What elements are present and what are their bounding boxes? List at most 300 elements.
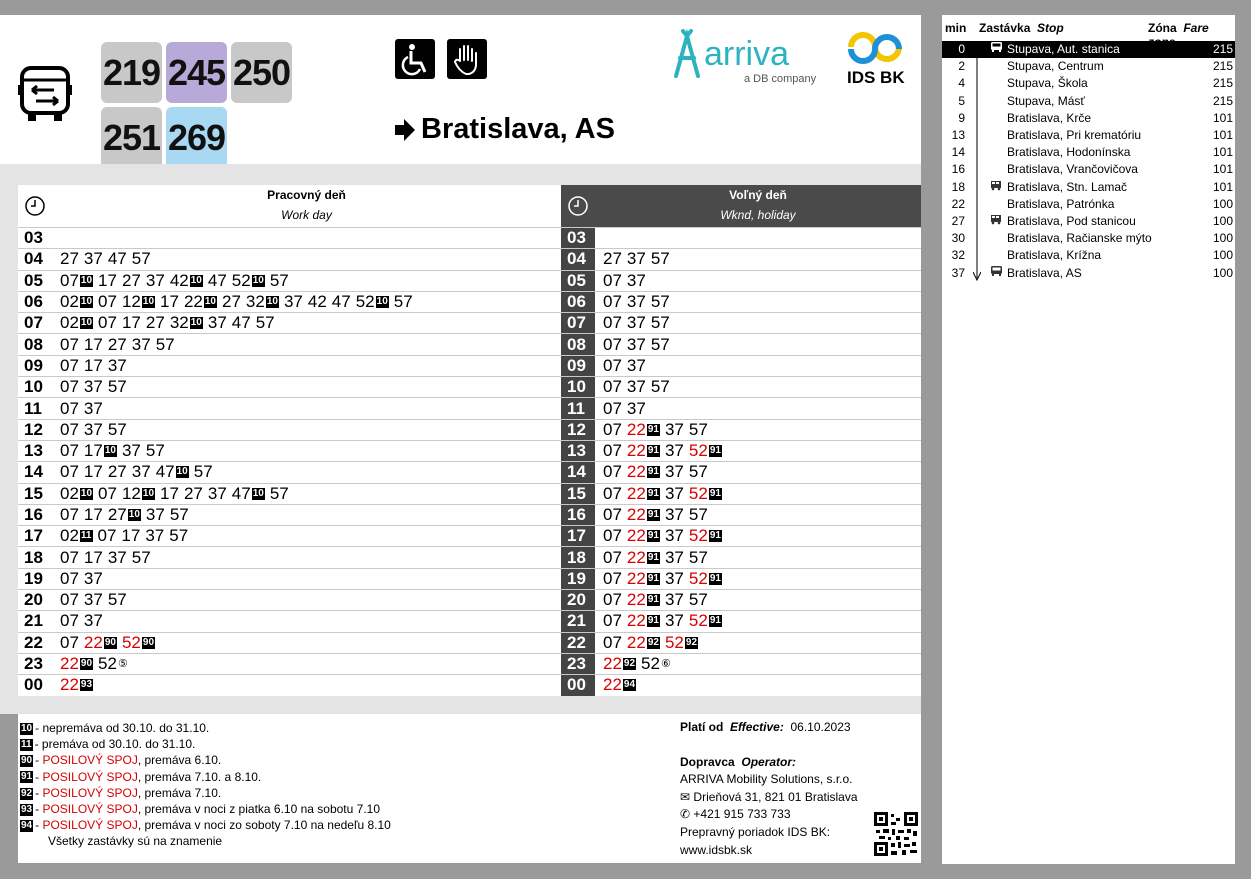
departure-minute: 07 (98, 292, 117, 312)
footnote-code: 10 (376, 296, 388, 308)
timetable-row (561, 376, 921, 397)
departure-minute: 37 (664, 441, 684, 461)
hour-label: 22 (561, 633, 595, 653)
timetable-row (561, 248, 921, 269)
departure-minute: 47 10 (155, 462, 188, 482)
hour-label: 08 (24, 334, 43, 354)
timetable-row (18, 632, 561, 653)
footnote-code: ⑤ (117, 658, 128, 671)
minutes-list (595, 675, 641, 695)
departure-minute: 37 (83, 249, 103, 269)
timetable-row (561, 355, 921, 376)
departure-minute: 52 ⑤ (98, 654, 128, 674)
timetable-row (18, 270, 561, 291)
valid-from: Platí od Effective: 06.10.2023 (680, 720, 851, 734)
hour-label: 09 (24, 355, 43, 375)
departure-minute: 37 (664, 483, 684, 503)
timetable-row (18, 653, 561, 674)
departure-minute: 37 (626, 398, 646, 418)
departure-minute: 57 (107, 419, 127, 439)
hour-label: 12 (561, 420, 595, 440)
timetable-row (18, 419, 561, 440)
hour-label: 19 (24, 568, 43, 588)
minutes-list (595, 569, 727, 589)
departure-minute: 57 (107, 590, 127, 610)
timetable-row (561, 525, 921, 546)
departure-minute: 47 (207, 270, 227, 290)
workday-timetable (18, 185, 561, 696)
minutes-list (595, 462, 713, 482)
departure-minute: 07 (603, 611, 622, 631)
departure-minute: 52 91 (688, 568, 721, 588)
departure-minute: 07 (603, 568, 622, 588)
hour-label: 19 (561, 569, 595, 589)
departure-minute: 17 (121, 313, 141, 333)
departure-minute: 37 (664, 611, 684, 631)
arriva-tagline: a DB company (744, 73, 817, 85)
hour-label: 06 (561, 292, 595, 312)
stop-row: 14 Bratislava, Hodonínska 101 (951, 145, 1233, 160)
departure-minute: 37 (626, 334, 646, 354)
departure-minute: 37 (664, 505, 684, 524)
hour-label: 00 (561, 675, 595, 695)
departure-minute: 37 (83, 611, 103, 631)
departure-minute: 57 (650, 377, 670, 397)
departure-minute: 07 (98, 483, 117, 503)
departure-minute: 57 (131, 547, 151, 567)
departure-minute: 57 (650, 292, 670, 312)
departure-minute: 22 92 (626, 632, 659, 652)
departure-minute: 22 91 (626, 462, 659, 482)
workday-subtitle: Work day (281, 208, 332, 222)
departure-minute: 07 (98, 313, 117, 333)
departure-minute: 07 (60, 547, 79, 567)
train-station-icon (990, 213, 1003, 230)
hour-label: 11 (561, 398, 595, 418)
stop-row: 27 Bratislava, Pod stanicou 100 (951, 214, 1233, 228)
departure-minute: 37 (207, 313, 227, 333)
departure-minute: 07 (603, 377, 622, 397)
minutes-list (595, 441, 727, 461)
minutes-list (52, 590, 132, 610)
departure-minute: 37 (83, 568, 103, 588)
hour-label: 16 (561, 505, 595, 525)
timetable-row (18, 674, 561, 695)
hour-label: 08 (561, 334, 595, 354)
timetable-row (561, 589, 921, 610)
minutes-list (52, 420, 132, 440)
hour-label: 13 (24, 441, 43, 461)
hour-label: 04 (24, 249, 43, 269)
departure-minute: 07 (603, 462, 622, 482)
departure-minute: 22 91 (626, 611, 659, 631)
footnote-code: 92 (623, 658, 636, 670)
departure-minute: 22 91 (626, 568, 659, 588)
departure-minute: 22 90 (60, 654, 93, 674)
departure-minute: 37 (283, 292, 303, 312)
departure-minute: 17 (98, 270, 117, 290)
stop-row: 22 Bratislava, Patrónka 100 (951, 196, 1233, 211)
departure-minute: 07 (603, 505, 622, 524)
legend-item: 10 - nepremáva od 30.10. do 31.10. (21, 721, 210, 735)
footnote-code: 90 (104, 636, 116, 648)
departure-minute: 07 (60, 462, 79, 482)
all-stops-note: Všetky zastávky sú na znamenie (48, 834, 223, 848)
train-station-icon (990, 179, 1003, 196)
footnote-code: 91 (647, 572, 659, 584)
departure-minute: 07 (60, 377, 79, 397)
stop-row: 5 Stupava, Másť 215 (958, 93, 1233, 108)
minutes-list (595, 335, 675, 355)
departure-minute: 57 (688, 547, 708, 567)
timetable-row (18, 397, 561, 418)
minutes-list (52, 675, 98, 695)
legend-item: 11 - premáva od 30.10. do 31.10. (21, 737, 196, 752)
minutes-list (52, 484, 294, 504)
departure-minute: 22 90 (83, 632, 116, 652)
stop-row: 30 Bratislava, Račianske mýto 100 (951, 231, 1233, 246)
timetable-row (18, 248, 561, 269)
departure-minute: 07 (60, 632, 79, 652)
timetable-row (18, 227, 561, 248)
departure-minute: 07 (60, 419, 79, 439)
stop-row: 4 Stupava, Škola 215 (958, 76, 1233, 91)
minutes-list (52, 462, 218, 482)
minutes-list (595, 654, 676, 674)
departure-minute: 47 (331, 292, 351, 312)
departure-minute: 22 93 (60, 675, 93, 695)
footnote-code: 10 (80, 274, 93, 286)
timetable-row (561, 312, 921, 333)
departure-minute: 32 10 (169, 313, 202, 333)
minutes-list (595, 271, 651, 291)
departure-minute: 57 (688, 419, 708, 439)
departure-minute: 57 (650, 249, 670, 269)
minutes-list (595, 356, 651, 376)
holiday-timetable (561, 185, 921, 696)
stop-row: 0 Stupava, Aut. stanica 215 (942, 41, 1235, 58)
timetable-row (18, 504, 561, 525)
departure-minute: 02 11 (60, 526, 92, 546)
footnote-code: 10 (142, 296, 155, 308)
departure-minute: 37 (626, 292, 646, 312)
timetable-row (18, 376, 561, 397)
minutes-list (52, 399, 108, 419)
departure-minute: 22 94 (603, 675, 636, 695)
departure-minute: 07 (603, 632, 622, 652)
departure-minute: 17 (160, 292, 179, 312)
departure-minute: 12 10 (121, 483, 155, 503)
departure-minute: 42 (307, 292, 327, 312)
timetable-row (561, 291, 921, 312)
departure-minute: 02 10 (60, 313, 93, 333)
workday-rows (18, 227, 561, 696)
operator-label: Dopravca Operator: (680, 755, 797, 769)
departure-minute: 27 (107, 334, 127, 354)
arriva-logo (670, 28, 830, 88)
hour-label: 05 (24, 270, 43, 290)
website-link[interactable]: www.idsbk.sk (680, 843, 753, 857)
stop-row: 37 Bratislava, AS 100 (951, 265, 1233, 280)
departure-minute: 22 91 (626, 483, 659, 503)
minutes-list (595, 313, 675, 333)
stop-row: 2 Stupava, Centrum 215 (958, 59, 1233, 74)
timetable-row (561, 227, 921, 248)
departure-minute: 22 91 (626, 526, 659, 546)
departure-minute: 47 10 (231, 483, 264, 503)
stops-header-min: min (945, 21, 967, 35)
departure-minute: 07 10 (60, 270, 93, 290)
timetable-row (18, 333, 561, 354)
departure-minute: 27 (60, 249, 79, 269)
departure-minute: 17 (83, 462, 103, 482)
minutes-list (52, 633, 160, 653)
minutes-list (52, 292, 418, 312)
departure-minute: 07 (60, 568, 79, 588)
hour-label: 14 (561, 462, 595, 482)
footnote-code: 91 (647, 466, 659, 478)
footnote-code: 91 (709, 615, 721, 627)
bus-icon (18, 63, 72, 135)
departure-minute: 37 (131, 334, 151, 354)
phone-icon: ✆ (680, 807, 691, 821)
departure-minute: 27 10 (107, 505, 140, 524)
footnote-code: ⑥ (660, 658, 671, 671)
footnote-code: 10 (176, 466, 188, 478)
envelope-icon: ✉ (680, 790, 691, 804)
departure-minute: 07 (603, 334, 622, 354)
departure-minute: 37 (626, 249, 646, 269)
hour-label: 17 (561, 526, 595, 546)
timetable-row (18, 568, 561, 589)
stops-list-panel (942, 15, 1235, 864)
departure-minute: 12 10 (121, 292, 155, 312)
stops-header-zone: Zóna Fare (1148, 21, 1209, 35)
bus-stop-icon (990, 41, 1003, 58)
departure-minute: 07 (603, 270, 622, 290)
timetable-row (561, 419, 921, 440)
bus-stop-icon (990, 265, 1003, 282)
departure-minute: 22 91 (626, 441, 659, 461)
hour-label: 07 (24, 313, 43, 333)
departure-minute: 07 (603, 590, 622, 610)
departure-minute: 17 (83, 355, 103, 375)
departure-minute: 22 91 (626, 590, 659, 610)
departure-minute: 57 (155, 334, 175, 354)
hour-label: 10 (561, 377, 595, 397)
idsbk-logo (843, 25, 907, 87)
operator-name: ARRIVA Mobility Solutions, s.r.o. (680, 772, 853, 786)
departure-minute: 57 (145, 441, 165, 461)
hour-label: 21 (561, 611, 595, 631)
footnote-code: 10 (142, 487, 155, 499)
minutes-list (52, 356, 132, 376)
departure-minute: 57 (650, 313, 670, 333)
timetable-footer (18, 714, 921, 863)
departure-minute: 22 91 (626, 505, 659, 524)
departure-minute: 57 (650, 334, 670, 354)
departure-minute: 07 (60, 334, 79, 354)
holiday-header (561, 185, 921, 227)
timetable-row (561, 632, 921, 653)
footnote-code: 91 (647, 445, 659, 457)
minutes-list (52, 654, 133, 674)
departure-minute: 57 (688, 590, 708, 610)
hour-label: 10 (24, 377, 43, 397)
departure-minute: 07 (60, 611, 79, 631)
departure-minute: 52 91 (688, 441, 721, 461)
idsbk-wordmark: IDS BK (847, 68, 905, 87)
minutes-list (52, 441, 170, 461)
timetable-row (18, 355, 561, 376)
hour-label: 20 (561, 590, 595, 610)
timetable-row (18, 312, 561, 333)
timetable-row (18, 461, 561, 482)
timetable-row (561, 610, 921, 631)
minutes-list (52, 526, 193, 546)
minutes-list (595, 526, 727, 546)
hour-label: 21 (24, 611, 43, 631)
minutes-list (52, 569, 108, 589)
departure-minute: 37 (145, 526, 165, 546)
hour-label: 18 (561, 547, 595, 567)
departure-minute: 27 (145, 313, 165, 333)
departure-minute: 07 (603, 526, 622, 546)
departure-minute: 52 10 (231, 270, 264, 290)
hour-label: 14 (24, 462, 43, 482)
departure-minute: 37 (145, 505, 165, 524)
departure-minute: 22 91 (626, 547, 659, 567)
hour-label: 16 (24, 505, 43, 524)
departure-minute: 37 (107, 547, 127, 567)
footnote-code: 91 (647, 487, 659, 499)
departure-minute: 42 10 (169, 270, 202, 290)
departure-minute: 57 (255, 313, 275, 333)
minutes-list (52, 505, 194, 525)
departure-minute: 17 (121, 526, 141, 546)
footnote-code: 92 (685, 636, 698, 648)
departure-minute: 52 90 (121, 632, 155, 652)
timetable-row (18, 483, 561, 504)
footnote-code: 10 (252, 274, 264, 286)
departure-minute: 27 (603, 249, 622, 269)
departure-minute: 32 10 (245, 292, 278, 312)
route-badge: 250 (231, 42, 292, 103)
departure-minute: 57 (269, 270, 289, 290)
minutes-list (595, 633, 703, 653)
footnote-code: 10 (80, 296, 93, 308)
departure-minute: 07 (603, 547, 622, 567)
hour-label: 15 (24, 483, 43, 503)
stop-row: 16 Bratislava, Vrančovičova 101 (951, 162, 1233, 177)
departure-minute: 37 (626, 377, 646, 397)
departure-minute: 52 91 (688, 526, 721, 546)
footnote-code: 91 (709, 487, 721, 499)
footnote-code: 91 (709, 572, 721, 584)
hour-label: 09 (561, 356, 595, 376)
minutes-list (595, 548, 713, 568)
hour-label: 20 (24, 590, 43, 610)
arrow-right-icon (395, 119, 415, 141)
departure-minute: 47 (231, 313, 251, 333)
departure-minute: 57 (269, 483, 289, 503)
departure-minute: 07 (603, 483, 622, 503)
stops-header-stop: Zastávka Stop (979, 21, 1064, 35)
departure-minute: 37 (626, 355, 646, 375)
holiday-subtitle: Wknd, holiday (720, 208, 796, 222)
hour-label: 05 (561, 271, 595, 291)
departure-minute: 22 10 (183, 292, 216, 312)
timetable-row (561, 483, 921, 504)
footnote-code: 91 (647, 423, 659, 435)
footnote-code: 94 (623, 679, 636, 691)
minutes-list (595, 590, 713, 610)
timetable-row (561, 440, 921, 461)
hour-label: 18 (24, 547, 43, 567)
route-badge: 269 (166, 107, 227, 168)
legend-item: 93 - POSILOVÝ SPOJ, premáva v noci z piatka 6.10 na sobotu 7.10 (21, 802, 380, 816)
departure-minute: 07 (603, 313, 622, 333)
stop-row: 13 Bratislava, Pri krematóriu 101 (951, 128, 1233, 142)
departure-minute: 07 (603, 419, 622, 439)
departure-minute: 37 (664, 462, 684, 482)
departure-minute: 52 91 (688, 611, 721, 631)
timetable-row (18, 440, 561, 461)
destination-name: Bratislava, AS (421, 113, 615, 145)
timetable-row (561, 546, 921, 567)
clock-icon (561, 185, 595, 227)
departure-minute: 57 (393, 292, 413, 312)
legend-item: 94 - POSILOVÝ SPOJ, premáva v noci zo soboty 7.10 na nedeľu 8.10 (21, 818, 391, 833)
departure-minute: 07 (60, 505, 79, 524)
departure-minute: 37 (626, 313, 646, 333)
departure-minute: 37 (83, 590, 103, 610)
hand-stop-icon (447, 39, 487, 79)
legend-item: 90 - POSILOVÝ SPOJ, premáva 6.10. (21, 753, 222, 768)
stops-header (942, 21, 1235, 37)
footnote-code: 91 (647, 530, 659, 542)
departure-minute: 27 (221, 292, 241, 312)
footnote-code: 10 (190, 274, 202, 286)
footnote-code: 10 (128, 509, 140, 520)
holiday-title: Voľný deň (729, 188, 787, 202)
departure-minute: 52 10 (355, 292, 388, 312)
timetable-row (561, 270, 921, 291)
footnote-code: 92 (647, 636, 659, 648)
timetable-row (561, 504, 921, 525)
departure-minute: 07 (603, 355, 622, 375)
departure-minute: 17 (83, 505, 103, 524)
stop-row: 18 Bratislava, Stn. Lamač 101 (951, 179, 1233, 194)
hour-label: 17 (24, 526, 43, 546)
departure-minute: 07 (97, 526, 117, 546)
departure-minute: 57 (169, 526, 189, 546)
hour-label: 07 (561, 313, 595, 333)
departure-minute: 27 (121, 270, 141, 290)
hour-label: 04 (561, 249, 595, 269)
footnote-code: 91 (709, 445, 721, 457)
minutes-list (595, 292, 675, 312)
transport-rules: Prepravný poriadok IDS BK: (680, 825, 831, 839)
legend-item: 91 - POSILOVÝ SPOJ, premáva 7.10. a 8.10. (21, 769, 262, 784)
departure-minute: 37 (664, 568, 684, 588)
departure-minute: 22 92 (603, 654, 636, 674)
departure-minute: 07 (60, 355, 79, 375)
departure-minute: 57 (688, 462, 708, 482)
timetable-row (561, 568, 921, 589)
timetable-row (18, 589, 561, 610)
departure-minute: 37 (664, 547, 684, 567)
